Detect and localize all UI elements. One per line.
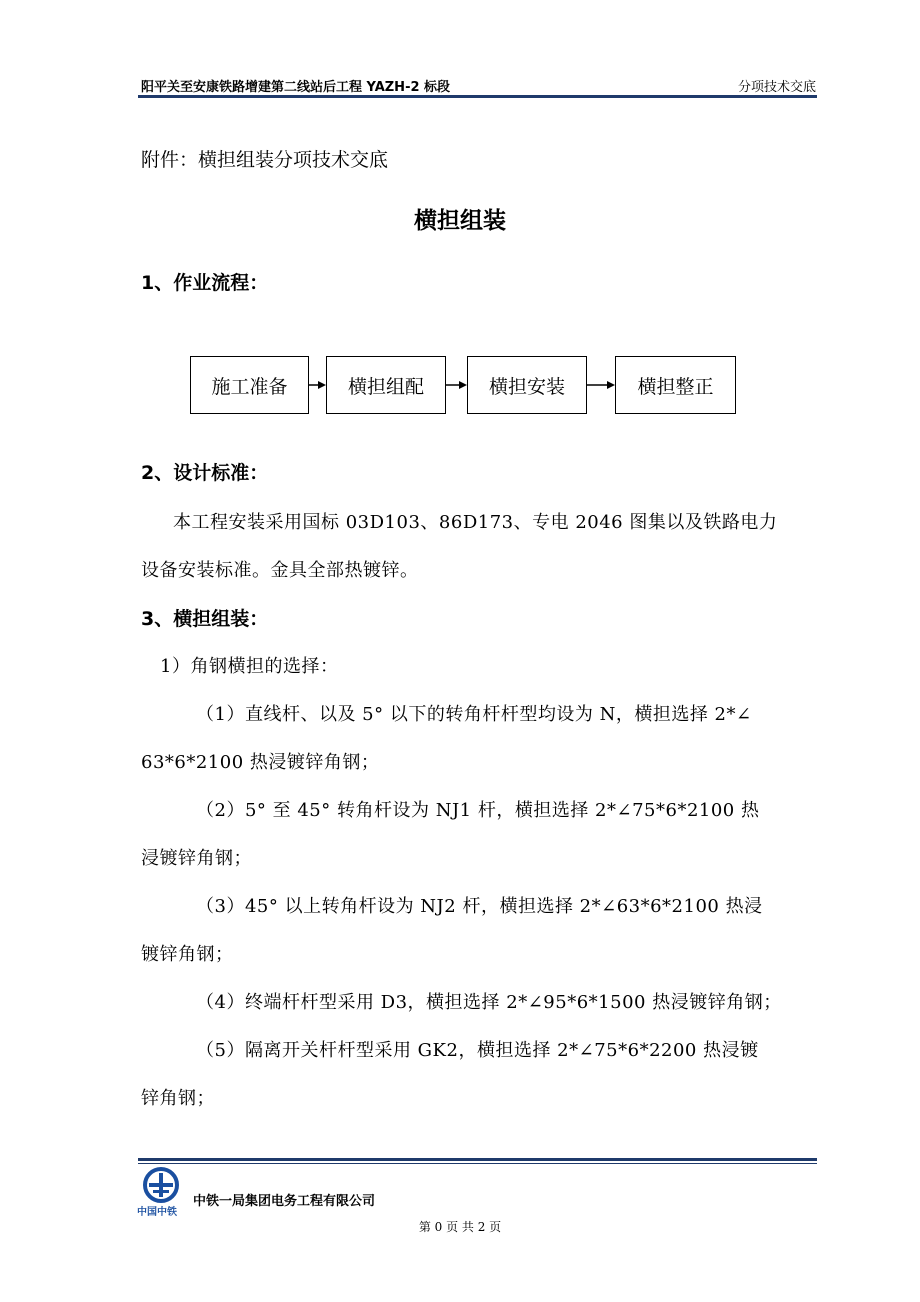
section-2-heading: 2、设计标准： [141, 462, 269, 484]
flow-arrow-1-head [318, 381, 326, 389]
header-divider [138, 95, 817, 98]
item-3-line-1: （3）45° 以上转角杆设为 NJ2 杆，横担选择 2*∠63*6*2100 热浸 [196, 896, 763, 917]
attachment-line: 附件：横担组装分项技术交底 [141, 149, 389, 171]
header-doc-type: 分项技术交底 [737, 80, 816, 95]
item-5-line-1: （5）隔离开关杆杆型采用 GK2，横担选择 2*∠75*6*2200 热浸镀 [196, 1040, 759, 1061]
footer-divider [138, 1158, 817, 1161]
flow-step-assemble: 横担组配 [326, 356, 446, 414]
flow-step-adjust: 横担整正 [615, 356, 736, 414]
item-4-line-1: （4）终端杆杆型采用 D3，横担选择 2*∠95*6*1500 热浸镀锌角钢； [196, 992, 782, 1013]
section-2-line-2: 设备安装标准。金具全部热镀锌。 [141, 560, 419, 581]
flow-step-install: 横担安装 [467, 356, 587, 414]
item-1-line-2: 63*6*2100 热浸镀锌角钢； [141, 752, 380, 773]
section-1-heading: 1、作业流程： [141, 272, 269, 294]
section-3-heading: 3、横担组装： [141, 608, 269, 630]
header-project-title: 阳平关至安康铁路增建第二线站后工程 YAZH-2 标段 [141, 80, 451, 95]
item-5-line-2: 锌角钢； [141, 1088, 215, 1109]
company-name: 中铁一局集团电务工程有限公司 [193, 1194, 376, 1209]
item-2-line-2: 浸镀锌角钢； [141, 848, 252, 869]
flow-arrow-3-head [607, 381, 615, 389]
logo-caption: 中国中铁 [137, 1207, 177, 1218]
section-2-line-1: 本工程安装采用国标 03D103、86D173、专电 2046 图集以及铁路电力 [173, 512, 778, 533]
item-3-line-2: 镀锌角钢； [141, 944, 234, 965]
subsection-angle-steel: 1）角钢横担的选择： [160, 656, 339, 677]
item-2-line-1: （2）5° 至 45° 转角杆设为 NJ1 杆，横担选择 2*∠75*6*2100 热 [196, 800, 760, 821]
item-1-line-1: （1）直线杆、以及 5° 以下的转角杆杆型均设为 N，横担选择 2*∠ [196, 704, 752, 725]
flow-step-prepare: 施工准备 [190, 356, 309, 414]
footer-divider-thin [138, 1163, 817, 1164]
page-title: 横担组装 [414, 208, 506, 234]
flow-arrow-2-head [459, 381, 467, 389]
page-number: 第 0 页 共 2 页 [418, 1220, 502, 1234]
flow-arrows [0, 0, 920, 500]
company-logo-icon [140, 1166, 182, 1204]
